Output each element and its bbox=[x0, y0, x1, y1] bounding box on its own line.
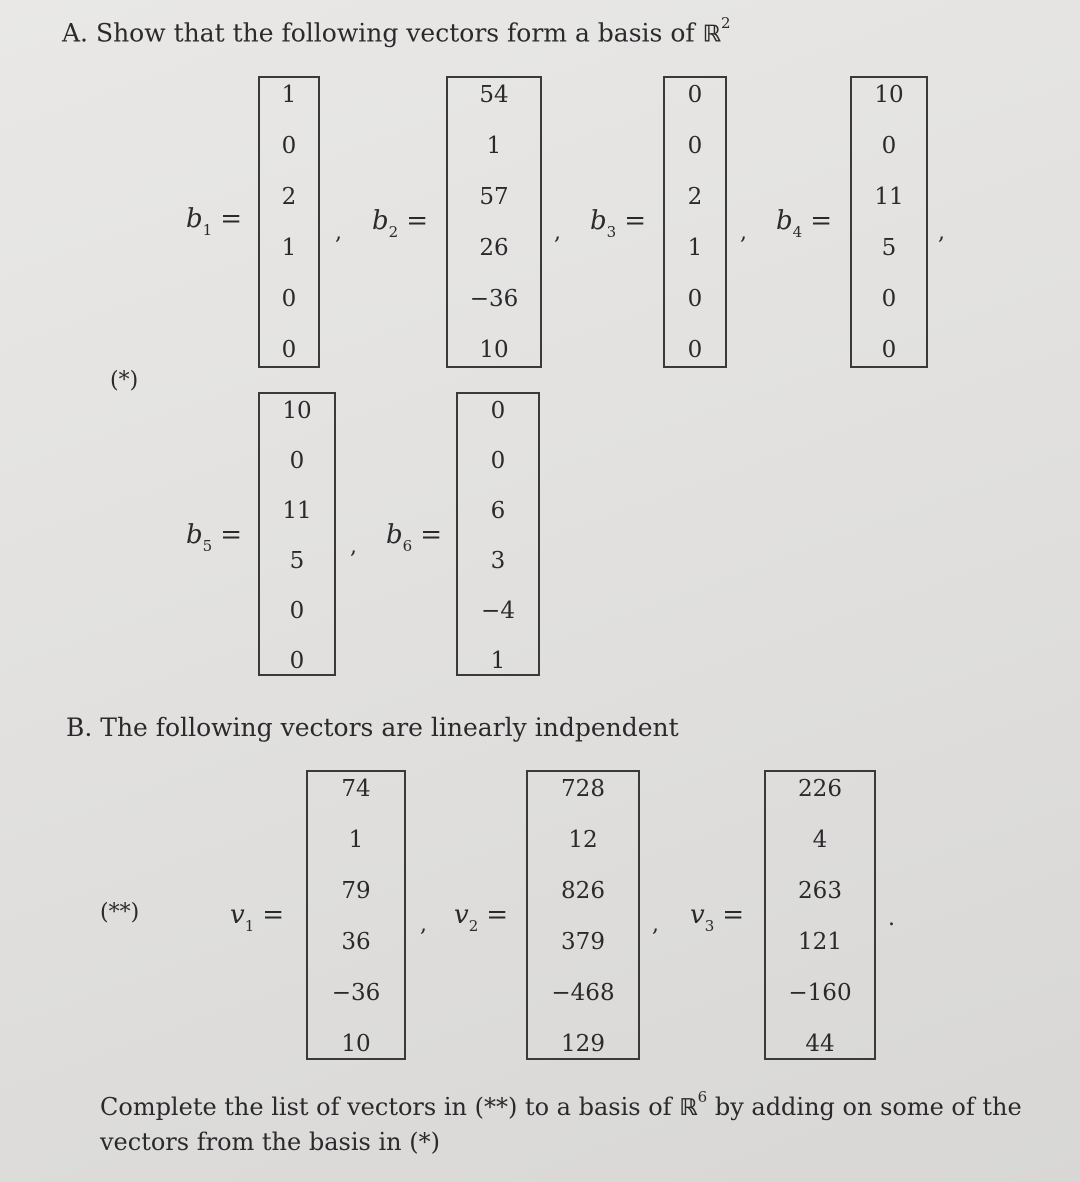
vector-b6-entries bbox=[458, 392, 538, 676]
comma-4: , bbox=[938, 220, 945, 245]
real-numbers-symbol: ℝ bbox=[702, 21, 722, 48]
vector-b2-entry-5: −36 bbox=[469, 286, 519, 312]
vector-v3-entry-4: 121 bbox=[798, 929, 842, 955]
vector-b4-entry-4: 5 bbox=[881, 235, 897, 261]
vector-b5-entry-2: 0 bbox=[289, 448, 305, 474]
vector-v1-entries bbox=[308, 770, 404, 1060]
vector-v3-entry-5: −160 bbox=[788, 980, 852, 1006]
vector-b2-entry-2: 1 bbox=[486, 133, 502, 159]
vector-b2-entry-1: 54 bbox=[479, 82, 509, 108]
vector-v2-entry-3: 826 bbox=[561, 878, 605, 904]
vector-v1-entry-6: 10 bbox=[341, 1031, 371, 1057]
period: . bbox=[888, 906, 895, 931]
part-a-exponent: 2 bbox=[721, 14, 731, 32]
vector-b5-entry-5: 0 bbox=[289, 598, 305, 624]
vector-b3-entries bbox=[665, 76, 725, 368]
vector-b4-entry-3: 11 bbox=[874, 184, 904, 210]
label-b4: $b_4$ = bbox=[776, 206, 832, 242]
comma-1: , bbox=[335, 220, 342, 245]
vector-b1 bbox=[258, 76, 320, 368]
vector-v2-entry-1: 728 bbox=[561, 776, 605, 802]
vector-v3 bbox=[764, 770, 876, 1060]
label-b1: $b_1$ = bbox=[186, 204, 242, 240]
vector-v2-entry-6: 129 bbox=[561, 1031, 605, 1057]
vector-v2-entry-2: 12 bbox=[568, 827, 598, 853]
vector-b2 bbox=[446, 76, 542, 368]
vector-b6-entry-6: 1 bbox=[490, 648, 506, 674]
vector-b4-entry-5: 0 bbox=[881, 286, 897, 312]
vector-v3-entry-2: 4 bbox=[812, 827, 828, 853]
vector-b3-entry-1: 0 bbox=[687, 82, 703, 108]
vector-v2 bbox=[526, 770, 640, 1060]
instruction-text bbox=[100, 1090, 1040, 1159]
vector-b1-entry-1: 1 bbox=[281, 82, 297, 108]
vector-b6 bbox=[456, 392, 540, 676]
vector-b5-entry-3: 11 bbox=[282, 498, 312, 524]
comma-7: , bbox=[652, 912, 659, 937]
vector-b1-entry-5: 0 bbox=[281, 286, 297, 312]
vector-v1-entry-2: 1 bbox=[348, 827, 364, 853]
vector-v1-entry-4: 36 bbox=[341, 929, 371, 955]
label-v3: $v_3$ = bbox=[690, 900, 745, 936]
label-b3: $b_3$ = bbox=[590, 206, 646, 242]
vector-b2-entry-4: 26 bbox=[479, 235, 509, 261]
vector-v1-entry-1: 74 bbox=[341, 776, 371, 802]
vector-b5-entry-1: 10 bbox=[282, 398, 312, 424]
vector-v3-entry-6: 44 bbox=[805, 1031, 835, 1057]
vector-v1-entry-3: 79 bbox=[341, 878, 371, 904]
label-b2: $b_2$ = bbox=[372, 206, 428, 242]
vector-b6-entry-2: 0 bbox=[490, 448, 506, 474]
comma-5: , bbox=[350, 534, 357, 559]
part-b-tag: (**) bbox=[100, 900, 140, 925]
comma-6: , bbox=[420, 912, 427, 937]
instruction-part2: by adding on some of the vectors from the basis in (*) bbox=[100, 1093, 1022, 1156]
vector-v2-entry-4: 379 bbox=[561, 929, 605, 955]
vector-b3 bbox=[663, 76, 727, 368]
vector-v1-entry-5: −36 bbox=[331, 980, 381, 1006]
vector-b3-entry-2: 0 bbox=[687, 133, 703, 159]
vector-b3-entry-5: 0 bbox=[687, 286, 703, 312]
real-numbers-symbol-6: ℝ bbox=[679, 1095, 698, 1121]
vector-b1-entry-2: 0 bbox=[281, 133, 297, 159]
label-v1: $v_1$ = bbox=[230, 900, 285, 936]
vector-v2-entry-5: −468 bbox=[551, 980, 615, 1006]
vector-b6-entry-5: −4 bbox=[481, 598, 515, 624]
vector-b5 bbox=[258, 392, 336, 676]
vector-b3-entry-4: 1 bbox=[687, 235, 703, 261]
vector-b2-entry-6: 10 bbox=[479, 337, 509, 363]
vector-b4-entry-1: 10 bbox=[874, 82, 904, 108]
vector-b2-entries bbox=[448, 76, 540, 368]
part-a-heading bbox=[62, 14, 731, 48]
vector-b6-entry-3: 6 bbox=[490, 498, 506, 524]
part-a-tag: (*) bbox=[110, 368, 139, 393]
vector-b1-entries bbox=[260, 76, 318, 368]
vector-b4-entry-2: 0 bbox=[881, 133, 897, 159]
vector-b1-entry-4: 1 bbox=[281, 235, 297, 261]
label-b5: $b_5$ = bbox=[186, 520, 242, 556]
label-b6: $b_6$ = bbox=[386, 520, 442, 556]
vector-v1 bbox=[306, 770, 406, 1060]
instruction-exponent: 6 bbox=[697, 1088, 708, 1106]
vector-b5-entry-4: 5 bbox=[289, 548, 305, 574]
vector-b1-entry-3: 2 bbox=[281, 184, 297, 210]
vector-v3-entries bbox=[766, 770, 874, 1060]
label-v2: $v_2$ = bbox=[454, 900, 509, 936]
instruction-part1: Complete the list of vectors in (**) to a basis of bbox=[100, 1093, 672, 1121]
part-b-heading: B. The following vectors are linearly indpendent bbox=[66, 713, 679, 742]
vector-v3-entry-1: 226 bbox=[798, 776, 842, 802]
vector-b4-entries bbox=[852, 76, 926, 368]
vector-b5-entries bbox=[260, 392, 334, 676]
part-a-heading-text: A. Show that the following vectors form a basis of bbox=[62, 18, 695, 48]
vector-b3-entry-3: 2 bbox=[687, 184, 703, 210]
comma-3: , bbox=[740, 220, 747, 245]
vector-b5-entry-6: 0 bbox=[289, 648, 305, 674]
vector-b4-entry-6: 0 bbox=[881, 337, 897, 363]
vector-b4 bbox=[850, 76, 928, 368]
vector-b2-entry-3: 57 bbox=[479, 184, 509, 210]
vector-b1-entry-6: 0 bbox=[281, 337, 297, 363]
vector-v2-entries bbox=[528, 770, 638, 1060]
vector-b6-entry-1: 0 bbox=[490, 398, 506, 424]
vector-v3-entry-3: 263 bbox=[798, 878, 842, 904]
vector-b3-entry-6: 0 bbox=[687, 337, 703, 363]
vector-b6-entry-4: 3 bbox=[490, 548, 506, 574]
comma-2: , bbox=[554, 220, 561, 245]
